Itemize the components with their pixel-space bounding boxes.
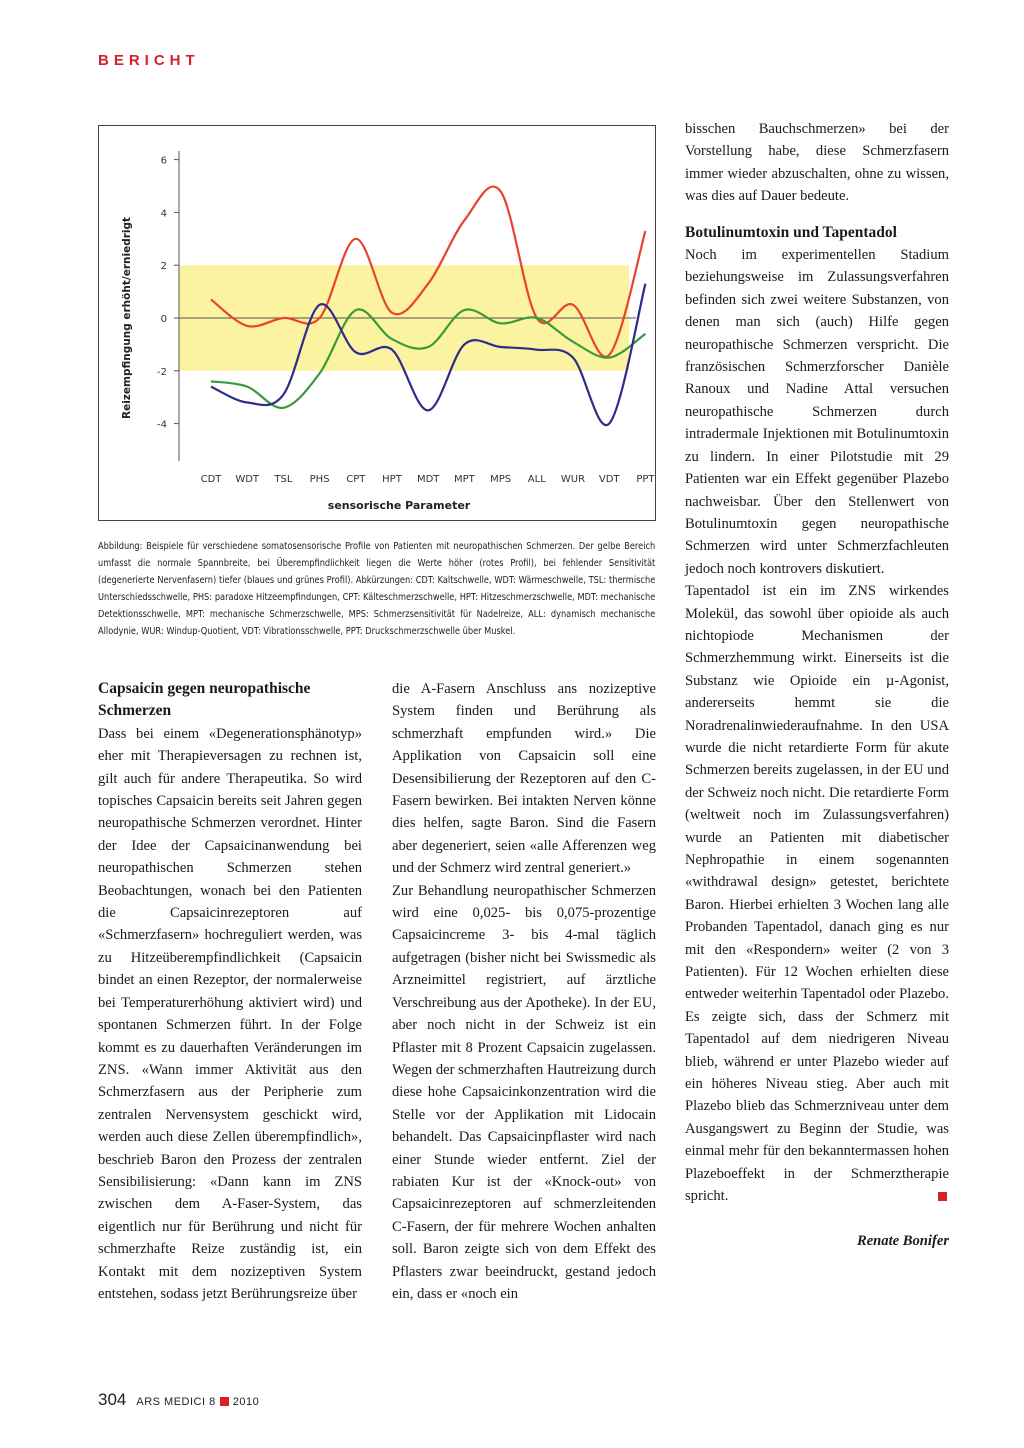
paragraph: bisschen Bauchschmerzen» bei der Vorstellung habe, diese Schmerzfasern immer wieder abzuschalten, ohne zu wissen, was dies auf Dauer bedeute. (685, 121, 949, 205)
x-tick-label: CPT (346, 474, 366, 485)
x-tick-label: ALL (527, 474, 546, 485)
paragraph: Zur Behandlung neuropathischer Schmerzen wird eine 0,025- bis 0,075-prozentige Capsaicincreme 3- bis 4-mal täglich aufgetragen (bisher nicht bei Swissmedic als Arzneimittel registriert, auf ärztliche Verschreibung aus der Apotheke). In der EU, aber noch nicht in der Schweiz ist ein Pflaster mit 8 Prozent Capsaicin zugelassen. Wegen der schmerzhaften Hautreizung durch diese hohe Capsaicinkonzentration wird die Stelle vor der Applikation mit Lidocain behandelt. Das Capsaicinpflaster wird nach einer Stunde wieder entfernt. Ziel der rabiaten Kur ist der «Knock-out» von Capsaicinrezeptoren auf schmerzleitenden C-Fasern, der für mehrere Wochen anhalten soll. Baron zeigte sich von dem Effekt des Pflasters zwar beeindruckt, gestand jedoch ein, dass er «noch ein (392, 882, 656, 1302)
section-label: BERICHT (98, 52, 200, 69)
page-footer (98, 1390, 259, 1410)
x-tick-label: VDT (598, 474, 620, 485)
article-column-2 (392, 678, 656, 1305)
x-tick-label: PPT (636, 474, 655, 485)
x-tick-label: HPT (382, 474, 402, 485)
end-of-article-icon (938, 1192, 947, 1201)
x-tick-label: WUR (560, 474, 586, 485)
article-column-1 (98, 678, 362, 1305)
journal-issue: ARS MEDICI 8 (136, 1396, 216, 1408)
figure-chart (98, 125, 656, 521)
y-axis-label: Reizempfingung erhöht/erniedrigt (121, 216, 133, 420)
separator-square-icon (220, 1397, 229, 1406)
line-chart (99, 126, 655, 520)
x-tick-label: WDT (235, 474, 260, 485)
x-tick-label: PHS (309, 474, 330, 485)
x-tick-label: CDT (200, 474, 222, 485)
x-axis-label: sensorische Parameter (327, 499, 471, 512)
paragraph: die A-Fasern Anschluss ans nozizeptive System finden und Berührung als schmerzhaft empfunden wird.» Die Applikation von Capsaicin soll eine Desensibilierung der Rezeptoren auf den C-Fasern bewirken. Bei intakten Nerven könne dies helfen, sagte Baron. Sind die Fasern aber degeneriert, seien «alle Afferenzen weg und der Schmerz wird zentral generiert.» (392, 681, 656, 877)
x-tick-label: MPS (490, 474, 512, 485)
journal-year: 2010 (232, 1396, 260, 1408)
x-tick-label: MPT (454, 474, 475, 485)
heading-capsaicin: Capsaicin gegen neuropathische Schmerzen (98, 680, 311, 720)
y-tick-label: -4 (157, 419, 167, 431)
paragraph: Dass bei einem «Degenerationsphänotyp» eher mit Therapieversagen zu rechnen ist, gilt auch für andere Therapeutika. So wird topisches Capsaicin bereits seit Jahren gegen neuropathische Schmerzen verordnet. Hinter der Idee der Capsaicinanwendung bei neuropathischen Schmerzen stehen Beobachtungen, wonach bei den Patienten die Capsaicinrezeptoren auf «Schmerzfasern» hochreguliert werden, was zu Hitzeüberempfindlichkeit (Capsaicin bindet an einen Rezeptor, der normalerweise bei Temperaturerhöhung aktiviert wird) und spontanen Schmerzen führt. In der Folge kommt es zu dauerhaften Veränderungen im ZNS. «Wann immer Aktivität aus den Schmerzfasern aus der Peripherie zum zentralen Nervensystem geschickt wird, werden auch diese Zellen überempfindlich», beschrieb Baron den Prozess der zentralen Sensibilisierung: «Dann kann im ZNS zwischen dem A-Faser-System, das eigentlich nur für Berührung und nicht für schmerzhafte Reize zuständig ist, ein Kontakt mit dem nozizeptiven System entstehen, sodass jetzt Berührungsreize über (98, 725, 362, 1302)
x-tick-label: MDT (416, 474, 440, 485)
y-tick-label: -2 (157, 366, 167, 378)
article-column-3 (685, 118, 949, 1252)
figure-caption: Abbildung: Beispiele für verschiedene somatosensorische Profile von Patienten mit neuropathischen Schmerzen. Der gelbe Bereich umfasst die normale Spannbreite, bei Überempfindlichkeit liegen die Werte höher (rotes Profil), bei fehlender Sensitivität (degenerierte Nervenfasern) tiefer (blaues und grünes Profil). Abkürzungen: CDT: Kaltschwelle, WDT: Wärmeschwelle, TSL: thermische Unterschiedsschwelle, PHS: paradoxe Hitzeempfindungen, CPT: Kälteschmerzschwelle, HPT: Hitzeschmerzschwelle, MDT: mechanische Detektionsschwelle, MPT: mechanische Schmerzschwelle, MPS: Schmerzsensitivität für Nadelreize, ALL: dynamisch mechanische Allodynie, WUR: Windup-Quotient, VDT: Vibrationsschwelle, PPT: Druckschmerzschwelle über Muskel. (98, 541, 656, 637)
paragraph-text: Tapentadol ist ein im ZNS wirkendes Molekül, das sowohl über opioide als auch nichtopiode Mechanismen der Schmerzhemmung wirkt. Einerseits ist die Substanz wie Opioide ein µ-Agonist, andererseits hemmt sie die Noradrenalinwiederaufnahme. In den USA wurde die nicht retardierte Form für akute Schmerzen bereits zugelassen, in der EU und der Schweiz noch nicht. Die retardierte Form (weltweit noch im Zulassungsverfahren) wurde an Patienten mit diabetischer Nephropathie in einem sogenannten «withdrawal design» getestet, berichtete Baron. Hierbei erhielten 3 Wochen lang alle Probanden Tapentadol, danach ging es nur mit den «Respondern» weiter (2 von 3 Patienten). Für 12 Wochen erhielten diese entweder weiterhin Tapentadol oder Plazebo. Es zeigte sich, dass der Schmerz mit Tapentadol auf dem niedrigeren Niveau blieb, während er unter Plazebo wieder auf ein höheres Niveau stieg. Aber auch mit Plazebo blieb das Schmerzniveau unter dem Ausgangswert zu Beginn der Studie, was einmal mehr für den bekanntermassen hohen Plazeboeffekt in der Schmerztherapie spricht. (685, 583, 949, 1205)
y-tick-label: 6 (160, 155, 167, 167)
heading-botulinumtoxin: Botulinumtoxin und Tapentadol (685, 223, 897, 241)
y-tick-label: 0 (160, 314, 167, 325)
x-tick-label: TSL (274, 474, 293, 485)
page-number: 304 (98, 1390, 127, 1409)
y-tick-label: 4 (160, 208, 167, 220)
author: Renate Bonifer (856, 1232, 949, 1249)
y-tick-label: 2 (160, 261, 167, 273)
paragraph (685, 580, 949, 1207)
journal-name (136, 1396, 259, 1408)
paragraph: Noch im experimentellen Stadium beziehungsweise im Zulassungsverfahren befinden sich zwei weitere Substanzen, von denen man sich (auch) Hilfe gegen neuropathische Schmerzen verspricht. Die französischen Schmerzforscher Danièle Ranoux und Nadine Attal versuchen neuropathische Schmerzen durch intradermale Injektionen mit Botulinumtoxin zu lindern. In einer Pilotstudie mit 29 Patienten war ein Effekt gegenüber Plazebo nachweisbar. Über den Stellenwert von Botulinumtoxin gegen neuropathische Schmerzen wird unter Schmerzfachleuten jedoch noch kontrovers diskutiert. (685, 247, 949, 577)
